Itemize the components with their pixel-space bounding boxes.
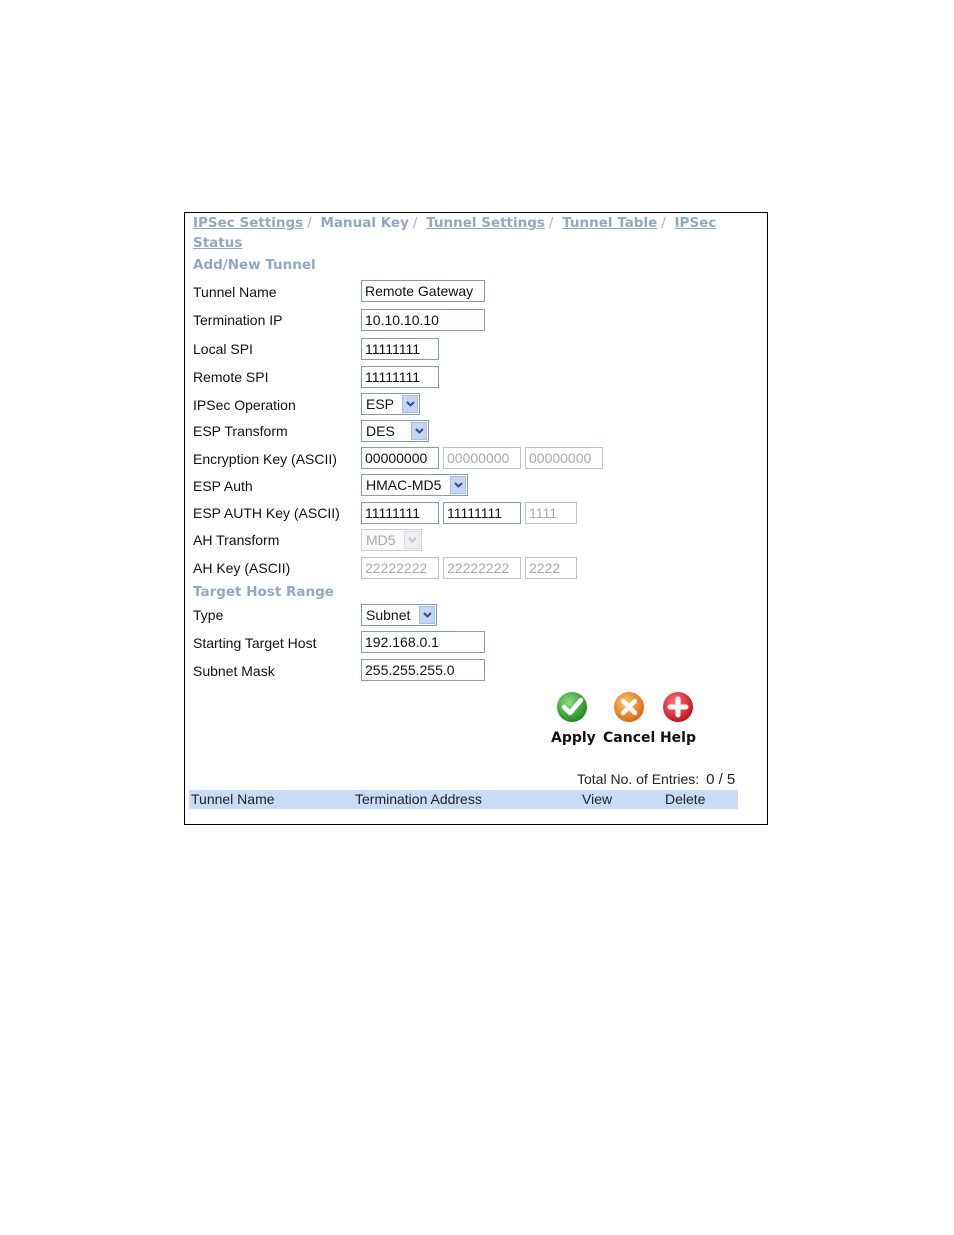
local-spi-input[interactable]: 11111111 [361, 338, 439, 360]
remote-spi-input[interactable]: 11111111 [361, 366, 439, 388]
esp-auth-key-3-input: 1111 [525, 502, 577, 524]
esp-auth-select[interactable] [361, 474, 468, 496]
ah-transform-select [361, 529, 422, 551]
esp-auth-value: HMAC-MD5 [366, 477, 442, 493]
encryption-key-3-input: 00000000 [525, 447, 603, 469]
nav-separator: / [307, 215, 312, 231]
help-button[interactable] [659, 690, 697, 746]
cancel-button[interactable] [603, 690, 655, 746]
nav-ipsec-status[interactable]: IPSec [674, 215, 717, 231]
nav-separator: / [548, 215, 554, 231]
type-value: Subnet [366, 607, 411, 623]
esp-transform-select[interactable] [361, 420, 429, 442]
label-type: Type [193, 607, 224, 623]
label-esp-auth-key: ESP AUTH Key (ASCII) [193, 505, 340, 521]
encryption-key-1-input[interactable]: 00000000 [361, 447, 439, 469]
apply-label: Apply [551, 730, 596, 746]
ipsec-operation-select[interactable] [361, 393, 420, 415]
subnet-mask-input[interactable]: 255.255.255.0 [361, 659, 485, 681]
label-ah-transform: AH Transform [193, 532, 280, 548]
total-entries-label: Total No. of Entries: [577, 771, 700, 787]
label-tunnel-name: Tunnel Name [193, 284, 277, 300]
breadcrumb-wrap [193, 235, 242, 251]
nav-manual-key: Manual Key [320, 215, 409, 231]
label-local-spi: Local SPI [193, 341, 253, 357]
label-esp-transform: ESP Transform [193, 423, 288, 439]
section-target-host-range: Target Host Range [193, 584, 334, 600]
encryption-key-2-input: 00000000 [443, 447, 521, 469]
type-select[interactable] [361, 604, 437, 626]
column-view: View [582, 791, 613, 807]
label-remote-spi: Remote SPI [193, 369, 269, 385]
nav-separator: / [661, 215, 666, 231]
chevron-down-icon [411, 422, 427, 440]
ah-key-1-input: 22222222 [361, 557, 439, 579]
column-termination-address: Termination Address [355, 791, 482, 807]
tunnel-name-input[interactable]: Remote Gateway [361, 280, 485, 302]
column-tunnel-name: Tunnel Name [191, 791, 275, 807]
tunnel-table-header [189, 790, 738, 809]
label-encryption-key: Encryption Key (ASCII) [193, 451, 337, 467]
cancel-label: Cancel [603, 730, 656, 746]
label-starting-target-host: Starting Target Host [193, 635, 317, 651]
ah-key-3-input: 2222 [525, 557, 577, 579]
nav-separator: / [412, 215, 418, 231]
total-entries-value: 0 / 5 [706, 771, 736, 788]
starting-target-host-input[interactable]: 192.168.0.1 [361, 631, 485, 653]
apply-button[interactable] [551, 690, 596, 746]
label-esp-auth: ESP Auth [193, 478, 253, 494]
nav-ipsec-status-cont[interactable]: Status [193, 235, 243, 251]
ipsec-operation-value: ESP [366, 396, 395, 412]
x-icon [612, 690, 646, 724]
help-label: Help [659, 730, 697, 746]
chevron-down-icon [419, 606, 435, 624]
ah-transform-value: MD5 [366, 532, 396, 548]
nav-ipsec-settings[interactable]: IPSec Settings [193, 215, 304, 231]
termination-ip-input[interactable]: 10.10.10.10 [361, 309, 485, 331]
plus-icon [661, 690, 695, 724]
section-add-new-tunnel: Add/New Tunnel [193, 257, 316, 273]
ah-key-2-input: 22222222 [443, 557, 521, 579]
nav-tunnel-settings[interactable]: Tunnel Settings [426, 215, 545, 231]
nav-tunnel-table[interactable]: Tunnel Table [562, 215, 658, 231]
esp-auth-key-1-input[interactable]: 11111111 [361, 502, 439, 524]
breadcrumb [193, 215, 716, 231]
column-delete: Delete [665, 791, 706, 807]
chevron-down-icon [402, 395, 418, 413]
label-subnet-mask: Subnet Mask [193, 663, 275, 679]
checkmark-icon [555, 690, 589, 724]
label-ah-key: AH Key (ASCII) [193, 560, 291, 576]
label-ipsec-operation: IPSec Operation [193, 397, 296, 413]
esp-auth-key-2-input[interactable]: 11111111 [443, 502, 521, 524]
label-termination-ip: Termination IP [193, 312, 283, 328]
esp-transform-value: DES [366, 423, 395, 439]
chevron-down-icon [450, 476, 466, 494]
chevron-down-icon [404, 531, 420, 549]
total-entries [577, 771, 735, 788]
